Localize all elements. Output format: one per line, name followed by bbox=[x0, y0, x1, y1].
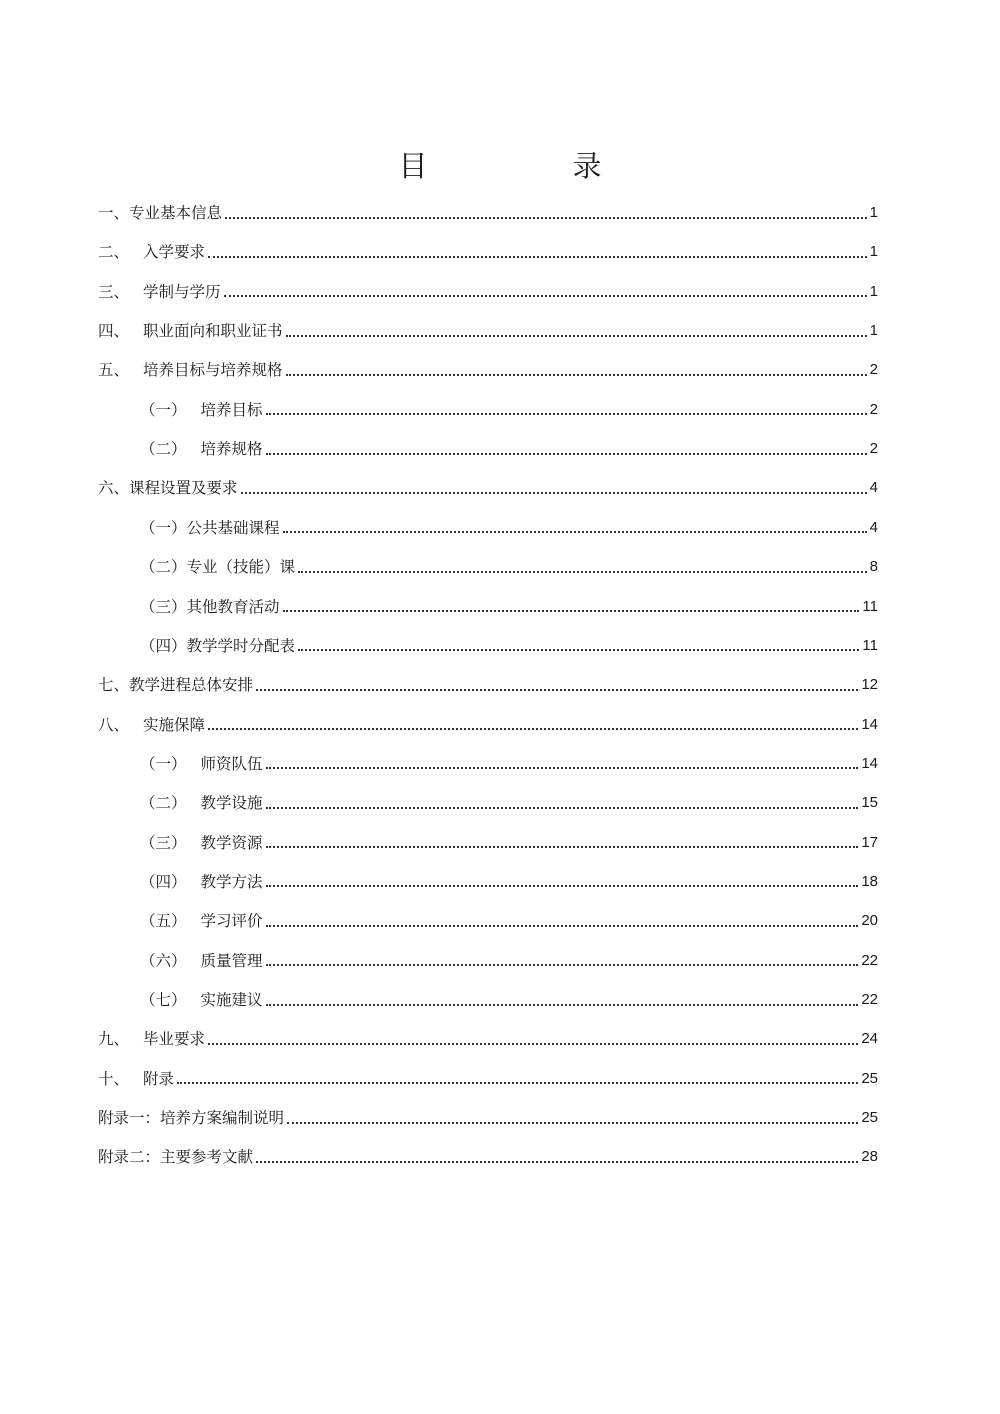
toc-entry-title: 职业面向和职业证书 bbox=[143, 322, 283, 341]
toc-entry[interactable] bbox=[140, 825, 878, 861]
toc-entry[interactable] bbox=[98, 274, 878, 310]
toc-entry-number: 五、 bbox=[98, 361, 130, 380]
toc-entry-title: 专业基本信息 bbox=[129, 204, 223, 222]
toc-entry-title: 学制与学历 bbox=[143, 282, 221, 301]
toc-entry-title: 师资队伍 bbox=[200, 754, 263, 773]
toc-entry-number: 一、 bbox=[98, 204, 130, 222]
toc-entry[interactable] bbox=[98, 352, 878, 388]
toc-entry-page-number: 2 bbox=[869, 440, 878, 458]
toc-dot-leader bbox=[256, 1161, 858, 1163]
toc-entry-page-number: 1 bbox=[869, 322, 878, 340]
toc-dot-leader bbox=[266, 767, 859, 769]
toc-entry[interactable] bbox=[98, 470, 878, 506]
toc-entry-title: 质量管理 bbox=[200, 951, 263, 970]
toc-entry[interactable] bbox=[98, 667, 878, 703]
toc-entry-page-number: 4 bbox=[869, 479, 878, 497]
toc-entry-title: 附录 bbox=[143, 1069, 175, 1088]
toc-entry-page-number: 1 bbox=[869, 204, 878, 221]
toc-entry-title: 培养目标 bbox=[200, 400, 263, 419]
toc-dot-leader bbox=[225, 217, 867, 219]
toc-entry-page-number: 11 bbox=[862, 636, 878, 654]
toc-entry-title: 培养规格 bbox=[200, 440, 263, 459]
toc-entry[interactable] bbox=[140, 431, 878, 467]
toc-entry[interactable] bbox=[140, 392, 878, 428]
toc-dot-leader bbox=[177, 1082, 858, 1084]
toc-entry-title: 教学资源 bbox=[200, 833, 263, 852]
toc-entry-title: 其他教育活动 bbox=[186, 597, 280, 616]
toc-entry-number: （一） bbox=[140, 754, 187, 773]
toc-entry-page-number: 22 bbox=[861, 991, 878, 1008]
toc-dot-leader bbox=[286, 374, 867, 376]
toc-entry-number: （二） bbox=[140, 558, 187, 577]
toc-dot-leader bbox=[298, 649, 859, 651]
toc-entry[interactable] bbox=[98, 1061, 878, 1097]
toc-entry-page-number: 15 bbox=[861, 794, 878, 812]
toc-entry-title: 教学设施 bbox=[200, 794, 263, 813]
toc-entry-number: （一） bbox=[140, 518, 187, 537]
toc-entry-number: （一） bbox=[140, 400, 187, 419]
toc-entry-title: 教学学时分配表 bbox=[186, 636, 296, 655]
toc-entry[interactable] bbox=[140, 549, 878, 585]
toc-entry-title: 学习评价 bbox=[200, 912, 263, 931]
toc-entry[interactable] bbox=[140, 903, 878, 939]
toc-entry-number: 七、 bbox=[98, 676, 130, 695]
toc-dot-leader bbox=[208, 728, 858, 730]
toc-dot-leader bbox=[266, 846, 859, 848]
toc-entry-title: 实施建议 bbox=[200, 991, 263, 1009]
toc-entry-title: 实施保障 bbox=[143, 715, 206, 734]
toc-entry[interactable] bbox=[98, 1021, 878, 1057]
toc-entry-page-number: 28 bbox=[861, 1148, 878, 1166]
toc-dot-leader bbox=[283, 531, 867, 533]
toc-entry-number: 六、 bbox=[98, 479, 130, 498]
toc-entry-title: 教学进程总体安排 bbox=[129, 676, 254, 695]
toc-entry-title: 课程设置及要求 bbox=[129, 479, 238, 498]
toc-entry[interactable] bbox=[98, 313, 878, 349]
toc-entry-title: 入学要求 bbox=[143, 243, 206, 262]
toc-entry[interactable] bbox=[140, 746, 878, 782]
toc-entry-page-number: 14 bbox=[861, 754, 878, 772]
toc-entry[interactable] bbox=[98, 707, 878, 743]
toc-entry-number: （六） bbox=[140, 951, 187, 970]
toc-dot-leader bbox=[266, 885, 859, 887]
toc-dot-leader bbox=[287, 1122, 858, 1124]
toc-dot-leader bbox=[256, 689, 858, 691]
toc-entry[interactable] bbox=[140, 982, 878, 1018]
toc-dot-leader bbox=[298, 571, 867, 573]
toc-entry-page-number: 17 bbox=[861, 833, 878, 851]
toc-dot-leader bbox=[283, 610, 860, 612]
page-title: 目 录 bbox=[398, 149, 660, 183]
toc-entry-page-number: 1 bbox=[869, 282, 878, 300]
toc-entry-page-number: 18 bbox=[861, 872, 878, 890]
toc-dot-leader bbox=[286, 335, 867, 337]
toc-entry-title: 附录二：主要参考文献 bbox=[98, 1148, 254, 1167]
toc-entry-number: 四、 bbox=[98, 322, 130, 341]
toc-entry[interactable] bbox=[140, 785, 878, 821]
toc-entry-page-number: 2 bbox=[869, 361, 878, 379]
toc-entry[interactable] bbox=[140, 628, 878, 664]
toc-entry-page-number: 24 bbox=[861, 1030, 878, 1048]
toc-entry-title: 专业（技能）课 bbox=[186, 558, 296, 577]
toc-entry-number: （四） bbox=[140, 872, 187, 891]
toc-dot-leader bbox=[224, 295, 867, 297]
toc-entry[interactable] bbox=[98, 1100, 878, 1136]
toc-entry-number: （二） bbox=[140, 440, 187, 459]
toc-entry-number: 九、 bbox=[98, 1030, 130, 1049]
toc-entry-page-number: 12 bbox=[861, 676, 878, 694]
toc-entry-title: 附录一：培养方案编制说明 bbox=[98, 1109, 285, 1128]
toc-dot-leader bbox=[241, 492, 867, 494]
toc-dot-leader bbox=[266, 807, 859, 809]
toc-dot-leader bbox=[266, 925, 859, 927]
toc-entry-page-number: 11 bbox=[862, 597, 878, 615]
toc-entry[interactable] bbox=[140, 510, 878, 546]
toc-entry-number: 三、 bbox=[98, 282, 130, 301]
toc-dot-leader bbox=[266, 964, 859, 966]
toc-entry[interactable] bbox=[98, 195, 878, 231]
toc-dot-leader bbox=[266, 413, 867, 415]
toc-dot-leader bbox=[208, 1043, 858, 1045]
toc-entry-number: （三） bbox=[140, 833, 187, 852]
toc-entry-page-number: 2 bbox=[869, 400, 878, 418]
toc-entry-number: （五） bbox=[140, 912, 187, 931]
toc-entry-title: 公共基础课程 bbox=[186, 518, 280, 537]
toc-entry-number: （二） bbox=[140, 794, 187, 813]
toc-entry-number: 八、 bbox=[98, 715, 130, 734]
toc-entry-page-number: 1 bbox=[869, 243, 878, 261]
toc-entry-page-number: 25 bbox=[861, 1109, 878, 1127]
toc-entry-page-number: 8 bbox=[869, 558, 878, 576]
toc-entry-number: （七） bbox=[140, 991, 187, 1009]
toc-entry-title: 教学方法 bbox=[200, 872, 263, 891]
toc-entry-number: （四） bbox=[140, 636, 187, 655]
toc-entry-title: 毕业要求 bbox=[143, 1030, 206, 1049]
toc-entry-page-number: 20 bbox=[861, 912, 878, 930]
toc-entry[interactable] bbox=[140, 589, 878, 625]
toc-entry-number: 二、 bbox=[98, 243, 130, 262]
toc-dot-leader bbox=[266, 453, 867, 455]
toc-entry-title: 培养目标与培养规格 bbox=[143, 361, 283, 380]
toc-entry[interactable] bbox=[98, 1139, 878, 1175]
toc-entry-page-number: 22 bbox=[861, 951, 878, 969]
toc-dot-leader bbox=[266, 1004, 859, 1006]
toc-dot-leader bbox=[208, 256, 867, 258]
toc-entry-page-number: 4 bbox=[869, 518, 878, 536]
toc-entry[interactable] bbox=[140, 864, 878, 900]
toc-entry-number: （三） bbox=[140, 597, 187, 616]
toc-entry-number: 十、 bbox=[98, 1069, 130, 1088]
toc-entry[interactable] bbox=[98, 234, 878, 270]
toc-entry-page-number: 14 bbox=[861, 715, 878, 733]
toc-entry[interactable] bbox=[140, 943, 878, 979]
toc-entry-page-number: 25 bbox=[861, 1069, 878, 1087]
